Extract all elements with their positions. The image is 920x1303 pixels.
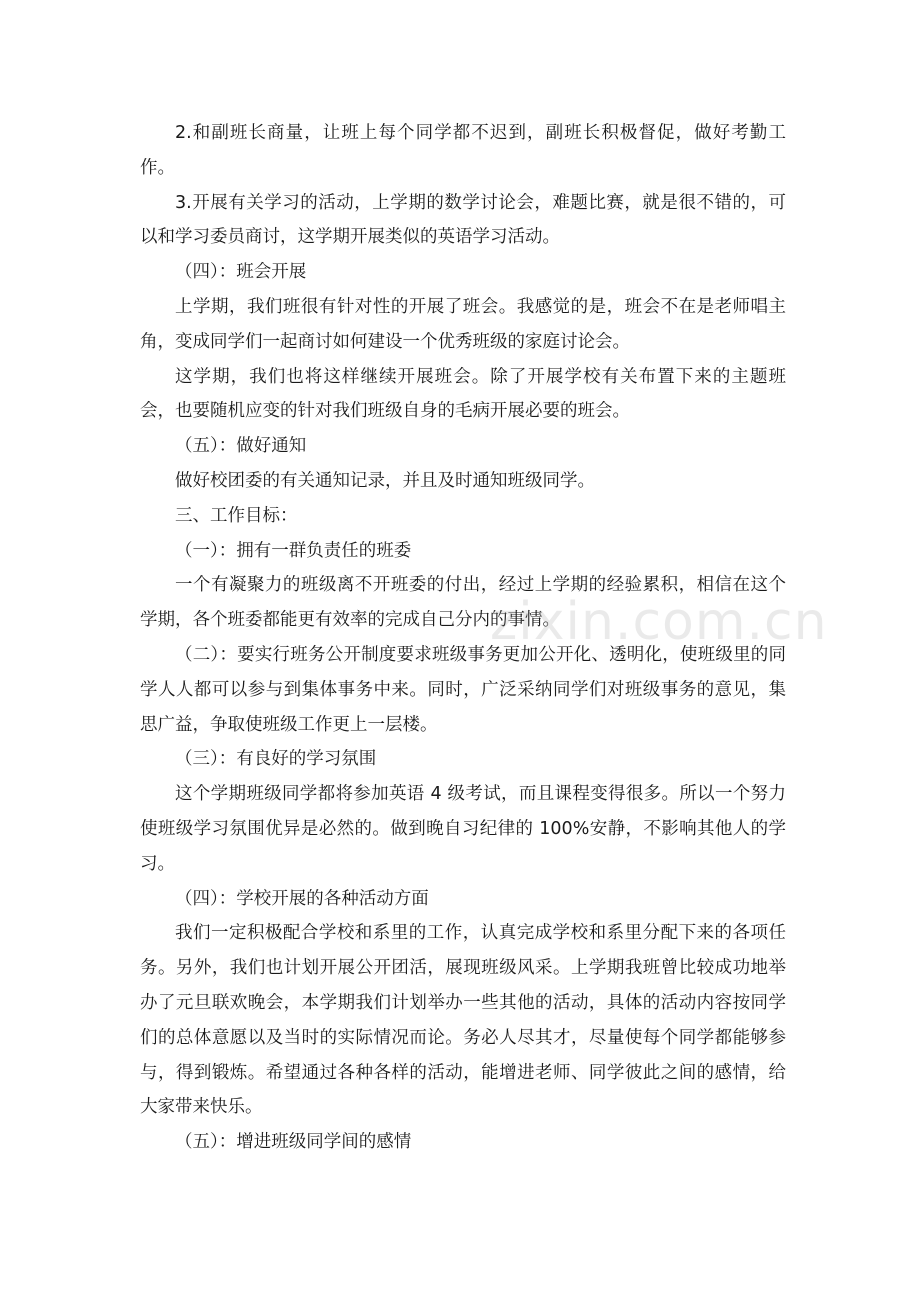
paragraph: 做好校团委的有关通知记录，并且及时通知班级同学。 [175, 470, 595, 491]
section-heading: （五）：做好通知 [175, 436, 307, 457]
paragraph: （二）：要实行班务公开制度要求班级事务更加公开化、透明化，使班级里的同学人人都可以参与到集体事务中来。同时，广泛采纳同学们对班级事务的意见，集思广益，争取使班级工作更上一层楼。 [140, 644, 786, 735]
paragraph: 2.和副班长商量，让班上每个同学都不迟到，副班长积极督促，做好考勤工作。 [140, 123, 786, 178]
paragraph: 这学期，我们也将这样继续开展班会。除了开展学校有关布置下来的主题班会，也要随机应变的针对我们班级自身的毛病开展必要的班会。 [140, 366, 786, 422]
section-heading: （三）：有良好的学习氛围 [175, 749, 377, 770]
section-heading: （四）：学校开展的各种活动方面 [175, 888, 429, 909]
section-heading: （一）：拥有一群负责任的班委 [175, 540, 412, 561]
chapter-heading: 三、工作目标： [175, 505, 298, 526]
watermark: zixin.com.cn [490, 592, 828, 652]
paragraph: 上学期，我们班很有针对性的开展了班会。我感觉的是，班会不在是老师唱主角，变成同学们一起商讨如何建设一个优秀班级的家庭讨论会。 [140, 296, 786, 352]
paragraph: 一个有凝聚力的班级离不开班委的付出，经过上学期的经验累积，相信在这个学期，各个班委都能更有效率的完成自己分内的事情。 [140, 575, 786, 631]
paragraph: 这个学期班级同学都将参加英语 4 级考试，而且课程变得很多。所以一个努力使班级学习氛围优异是必然的。做到晚自习纪律的 100%安静，不影响其他人的学习。 [140, 784, 786, 874]
section-heading: （五）：增进班级同学间的感情 [175, 1132, 412, 1153]
paragraph: 3.开展有关学习的活动，上学期的数学讨论会，难题比赛，就是很不错的，可以和学习委员商讨，这学期开展类似的英语学习活动。 [140, 192, 786, 248]
document-body [140, 116, 786, 1160]
paragraph: 我们一定积极配合学校和系里的工作，认真完成学校和系里分配下来的各项任务。另外，我们也计划开展公开团活，展现班级风采。上学期我班曾比较成功地举办了元旦联欢晚会，本学期我们计划举办一些其他的活动，具体的活动内容按同学们的总体意愿以及当时的实际情况而论。务必人尽其才，尽量使每个同学都能够参与，得到锻炼。希望通过各种各样的活动，能增进老师、同学彼此之间的感情，给大家带来快乐。 [140, 923, 786, 1118]
section-heading: （四）：班会开展 [175, 262, 307, 283]
